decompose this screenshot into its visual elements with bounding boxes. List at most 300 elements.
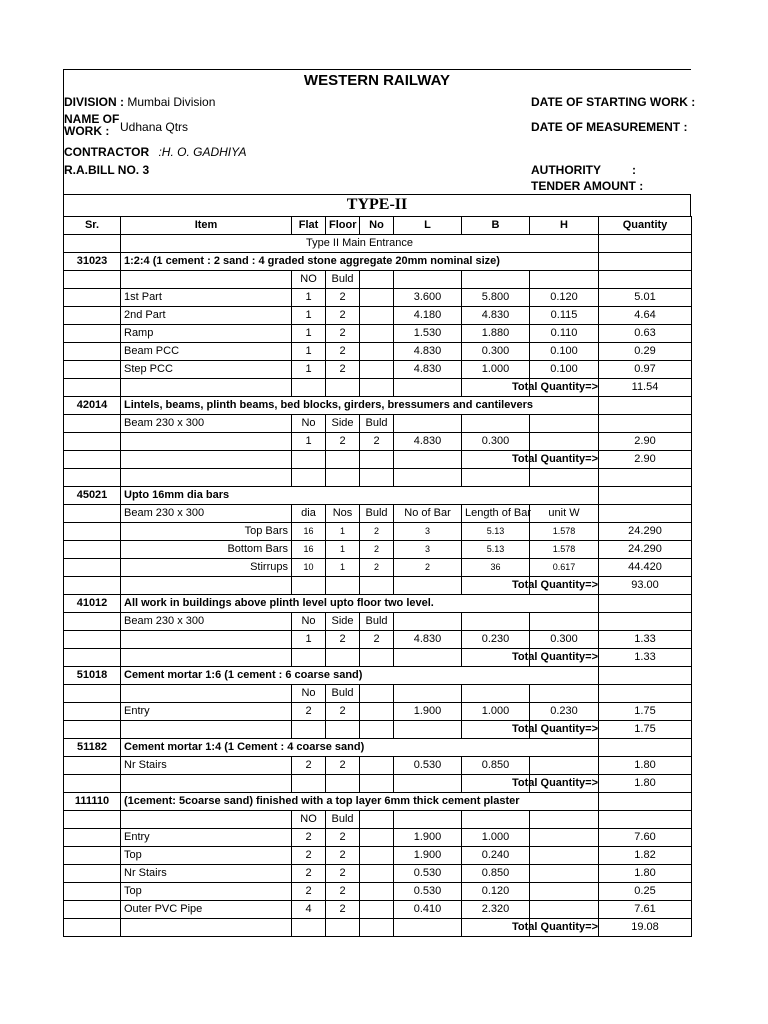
authority-label: AUTHORITY (531, 163, 601, 177)
item-label: Beam 230 x 300 (121, 613, 292, 631)
total-label (512, 451, 599, 469)
row-cell (292, 649, 326, 667)
value-cell (360, 271, 394, 289)
data-row (64, 433, 692, 451)
item-label: Outer PVC Pipe (121, 901, 292, 919)
item-label: Top (121, 883, 292, 901)
value-cell (462, 415, 530, 433)
row-cell (326, 451, 360, 469)
data-row (64, 505, 692, 523)
quantity-cell: 1.75 (599, 703, 692, 721)
value-cell: 2 (292, 865, 326, 883)
value-cell (64, 289, 121, 307)
value-cell (360, 901, 394, 919)
quantity-cell (599, 811, 692, 829)
value-cell (64, 523, 121, 541)
division-row (64, 95, 215, 109)
row-cell (326, 469, 360, 487)
value-cell: 1 (292, 307, 326, 325)
value-cell: 4.180 (394, 307, 462, 325)
value-cell: NO (292, 811, 326, 829)
value-cell: 2 (326, 703, 360, 721)
value-cell: 5.800 (462, 289, 530, 307)
header-top-rule (63, 69, 691, 70)
value-cell: 1 (292, 631, 326, 649)
item-description: Cement mortar 1:6 (1 cement : 6 coarse sand) (121, 667, 599, 685)
value-cell: 2 (360, 541, 394, 559)
total-row (64, 775, 692, 793)
value-cell (64, 865, 121, 883)
data-row (64, 325, 692, 343)
value-cell: No (292, 415, 326, 433)
row-cell (64, 775, 121, 793)
value-cell: Buld (360, 505, 394, 523)
row-cell (121, 775, 292, 793)
total-row (64, 451, 692, 469)
value-cell: 2 (292, 757, 326, 775)
row-cell (292, 451, 326, 469)
total-value: 1.33 (599, 649, 692, 667)
total-label (512, 919, 599, 937)
item-row (64, 253, 692, 271)
value-cell: 2 (394, 559, 462, 577)
total-label-text: Total Quantity=> (512, 381, 598, 393)
row-cell (121, 649, 292, 667)
data-row (64, 703, 692, 721)
quantity-cell: 1.80 (599, 865, 692, 883)
measurement-table (63, 216, 692, 937)
value-cell: 1 (326, 541, 360, 559)
row-cell (360, 451, 394, 469)
value-cell (360, 685, 394, 703)
quantity-cell: 44.420 (599, 559, 692, 577)
value-cell (360, 361, 394, 379)
row-cell (292, 379, 326, 397)
value-cell: Nos (326, 505, 360, 523)
value-cell (64, 433, 121, 451)
value-cell: 16 (292, 541, 326, 559)
row-cell (292, 721, 326, 739)
data-row (64, 631, 692, 649)
value-cell (64, 541, 121, 559)
value-cell: 0.110 (530, 325, 599, 343)
row-cell (360, 649, 394, 667)
value-cell (394, 415, 462, 433)
value-cell: 2 (360, 523, 394, 541)
data-row (64, 343, 692, 361)
value-cell: 0.230 (462, 631, 530, 649)
value-cell: 0.850 (462, 757, 530, 775)
quantity-cell: 7.61 (599, 901, 692, 919)
value-cell (530, 829, 599, 847)
value-cell: 0.300 (530, 631, 599, 649)
value-cell: 2 (360, 631, 394, 649)
data-row (64, 415, 692, 433)
value-cell: 2 (326, 361, 360, 379)
row-cell (394, 469, 462, 487)
row-cell (394, 721, 462, 739)
column-header: Floor (326, 217, 360, 235)
value-cell: 2 (326, 757, 360, 775)
value-cell (64, 361, 121, 379)
value-cell: 2 (326, 901, 360, 919)
total-label-text: Total Quantity=> (512, 651, 598, 663)
value-cell: Buld (326, 271, 360, 289)
value-cell: 3 (394, 523, 462, 541)
value-cell: 2 (326, 307, 360, 325)
row-cell (599, 397, 692, 415)
row-cell (121, 721, 292, 739)
row-cell (64, 451, 121, 469)
value-cell (360, 343, 394, 361)
total-label (512, 775, 599, 793)
total-label (512, 577, 599, 595)
row-cell (292, 919, 326, 937)
quantity-cell: 5.01 (599, 289, 692, 307)
value-cell: 0.115 (530, 307, 599, 325)
quantity-cell: 1.80 (599, 757, 692, 775)
quantity-cell: 7.60 (599, 829, 692, 847)
name-of-work-label-line1: NAME OF (64, 112, 120, 126)
value-cell (64, 703, 121, 721)
value-cell (64, 901, 121, 919)
value-cell: 1 (292, 433, 326, 451)
value-cell: 0.850 (462, 865, 530, 883)
value-cell (530, 847, 599, 865)
row-cell (394, 451, 462, 469)
value-cell: 1 (326, 523, 360, 541)
value-cell: No (292, 613, 326, 631)
row-cell (121, 469, 292, 487)
value-cell: 2 (326, 343, 360, 361)
total-value: 93.00 (599, 577, 692, 595)
value-cell (360, 289, 394, 307)
row-cell (360, 919, 394, 937)
value-cell: Side (326, 415, 360, 433)
value-cell: 0.240 (462, 847, 530, 865)
value-cell (360, 703, 394, 721)
item-label: Beam 230 x 300 (121, 415, 292, 433)
item-label: Top (121, 847, 292, 865)
row-cell (394, 775, 462, 793)
value-cell: 2 (292, 829, 326, 847)
data-row (64, 271, 692, 289)
row-cell (121, 379, 292, 397)
total-row (64, 577, 692, 595)
quantity-cell: 4.64 (599, 307, 692, 325)
row-cell (360, 379, 394, 397)
row-cell (394, 379, 462, 397)
row-cell (292, 469, 326, 487)
total-label-text: Total Quantity=> (512, 723, 598, 735)
value-cell: 2 (326, 289, 360, 307)
value-cell: 2 (326, 883, 360, 901)
value-cell: 0.530 (394, 757, 462, 775)
quantity-cell (599, 415, 692, 433)
bill-number: R.A.BILL NO. 3 (64, 163, 150, 177)
item-code: 42014 (64, 397, 121, 415)
value-cell: 2.320 (462, 901, 530, 919)
data-row (64, 811, 692, 829)
data-row (64, 757, 692, 775)
value-cell: 1 (292, 325, 326, 343)
data-row (64, 829, 692, 847)
value-cell: 2 (326, 847, 360, 865)
data-row (64, 883, 692, 901)
item-label: Nr Stairs (121, 865, 292, 883)
item-row (64, 397, 692, 415)
column-header: B (462, 217, 530, 235)
value-cell: 1.578 (530, 523, 599, 541)
row-cell (64, 577, 121, 595)
value-cell: No of Bar (394, 505, 462, 523)
item-label: Top Bars (121, 523, 292, 541)
bar-row (64, 541, 692, 559)
value-cell: 4.830 (394, 343, 462, 361)
data-row (64, 847, 692, 865)
item-label: Step PCC (121, 361, 292, 379)
value-cell (64, 325, 121, 343)
total-value: 11.54 (599, 379, 692, 397)
item-description: Lintels, beams, plinth beams, bed blocks, girders, bressumers and cantilevers (121, 397, 599, 415)
row-cell (326, 775, 360, 793)
total-value: 2.90 (599, 451, 692, 469)
value-cell: 1.900 (394, 829, 462, 847)
value-cell (360, 307, 394, 325)
total-label-text: Total Quantity=> (512, 453, 598, 465)
name-of-work-label (64, 113, 119, 137)
date-measurement-label: DATE OF MEASUREMENT : (531, 120, 688, 134)
quantity-cell: 0.25 (599, 883, 692, 901)
contractor-label: CONTRACTOR (64, 145, 150, 159)
quantity-cell: 1.33 (599, 631, 692, 649)
type-title: TYPE-II (346, 196, 408, 213)
total-row (64, 721, 692, 739)
value-cell: 5.13 (462, 523, 530, 541)
value-cell: 0.530 (394, 883, 462, 901)
value-cell: Buld (360, 415, 394, 433)
row-cell (326, 577, 360, 595)
section-row (64, 235, 692, 253)
contractor-value: :H. O. GADHIYA (158, 145, 247, 159)
value-cell (360, 865, 394, 883)
total-label (512, 721, 599, 739)
row-cell (64, 379, 121, 397)
value-cell (64, 883, 121, 901)
column-header: Item (121, 217, 292, 235)
row-cell (394, 919, 462, 937)
total-label (512, 379, 599, 397)
value-cell (462, 613, 530, 631)
value-cell: 2 (326, 631, 360, 649)
value-cell: 2 (360, 559, 394, 577)
item-label: 1st Part (121, 289, 292, 307)
data-row (64, 307, 692, 325)
value-cell: 2 (326, 433, 360, 451)
row-cell (326, 649, 360, 667)
value-cell: 1.900 (394, 703, 462, 721)
value-cell: 0.617 (530, 559, 599, 577)
item-label (121, 631, 292, 649)
total-row (64, 379, 692, 397)
value-cell: 4.830 (394, 433, 462, 451)
item-row (64, 595, 692, 613)
value-cell (394, 613, 462, 631)
value-cell (64, 811, 121, 829)
item-description: Cement mortar 1:4 (1 Cement : 4 coarse sand) (121, 739, 599, 757)
value-cell (394, 271, 462, 289)
total-label (512, 649, 599, 667)
value-cell (64, 847, 121, 865)
row-cell (64, 919, 121, 937)
row-cell (599, 667, 692, 685)
item-code: 31023 (64, 253, 121, 271)
value-cell (360, 883, 394, 901)
value-cell: 3.600 (394, 289, 462, 307)
value-cell: 1 (292, 361, 326, 379)
value-cell (64, 415, 121, 433)
total-value: 19.08 (599, 919, 692, 937)
value-cell: 2 (326, 325, 360, 343)
value-cell: 1.000 (462, 361, 530, 379)
value-cell (530, 433, 599, 451)
value-cell (64, 613, 121, 631)
item-label (121, 433, 292, 451)
value-cell: Buld (360, 613, 394, 631)
value-cell (530, 415, 599, 433)
value-cell: 1.000 (462, 703, 530, 721)
data-row (64, 613, 692, 631)
value-cell (394, 685, 462, 703)
value-cell (462, 811, 530, 829)
section-title: Type II Main Entrance (121, 235, 599, 253)
quantity-cell: 24.290 (599, 541, 692, 559)
value-cell: 4.830 (394, 361, 462, 379)
column-header-row (64, 217, 692, 235)
authority-colon: : (632, 163, 636, 177)
date-starting-work-label: DATE OF STARTING WORK : (531, 95, 696, 109)
value-cell: 1.530 (394, 325, 462, 343)
row-cell (599, 469, 692, 487)
item-description: All work in buildings above plinth level upto floor two level. (121, 595, 599, 613)
item-code: 111110 (64, 793, 121, 811)
quantity-cell (599, 505, 692, 523)
value-cell (64, 505, 121, 523)
row-cell (599, 793, 692, 811)
value-cell: 1.000 (462, 829, 530, 847)
value-cell (64, 343, 121, 361)
name-of-work-value: Udhana Qtrs (120, 120, 189, 134)
value-cell (360, 757, 394, 775)
value-cell: Buld (326, 685, 360, 703)
column-header: No (360, 217, 394, 235)
org-title: WESTERN RAILWAY (303, 72, 451, 89)
value-cell: 0.100 (530, 343, 599, 361)
value-cell: Length of Bar (462, 505, 530, 523)
row-cell (360, 469, 394, 487)
quantity-cell (599, 271, 692, 289)
total-label-text: Total Quantity=> (512, 579, 598, 591)
value-cell (530, 883, 599, 901)
data-row (64, 865, 692, 883)
blank-row (64, 469, 692, 487)
row-cell (326, 721, 360, 739)
item-label: Beam PCC (121, 343, 292, 361)
value-cell: 3 (394, 541, 462, 559)
row-cell (326, 379, 360, 397)
item-label: Stirrups (121, 559, 292, 577)
value-cell: 1 (292, 343, 326, 361)
item-label (121, 811, 292, 829)
value-cell: No (292, 685, 326, 703)
value-cell: 2 (360, 433, 394, 451)
value-cell: 0.300 (462, 343, 530, 361)
value-cell: 1.880 (462, 325, 530, 343)
value-cell: 4.830 (462, 307, 530, 325)
value-cell: 2 (292, 883, 326, 901)
item-row (64, 667, 692, 685)
tender-amount-label: TENDER AMOUNT : (531, 179, 644, 193)
quantity-cell: 0.63 (599, 325, 692, 343)
value-cell (360, 325, 394, 343)
quantity-cell: 0.97 (599, 361, 692, 379)
quantity-cell: 0.29 (599, 343, 692, 361)
value-cell (360, 847, 394, 865)
total-label-text: Total Quantity=> (512, 921, 598, 933)
value-cell: 2 (292, 847, 326, 865)
item-code: 51182 (64, 739, 121, 757)
value-cell: 0.530 (394, 865, 462, 883)
value-cell: 0.230 (530, 703, 599, 721)
value-cell: Buld (326, 811, 360, 829)
value-cell: 0.410 (394, 901, 462, 919)
row-cell (530, 469, 599, 487)
item-label (121, 271, 292, 289)
row-cell (64, 649, 121, 667)
value-cell: 10 (292, 559, 326, 577)
value-cell: 2 (326, 865, 360, 883)
item-row (64, 487, 692, 505)
item-label: 2nd Part (121, 307, 292, 325)
value-cell (64, 685, 121, 703)
value-cell (530, 271, 599, 289)
item-label: Nr Stairs (121, 757, 292, 775)
data-row (64, 361, 692, 379)
quantity-cell: 1.82 (599, 847, 692, 865)
value-cell (360, 829, 394, 847)
value-cell (530, 901, 599, 919)
item-label: Entry (121, 829, 292, 847)
value-cell: 36 (462, 559, 530, 577)
value-cell: 1.578 (530, 541, 599, 559)
value-cell (530, 685, 599, 703)
row-cell (121, 919, 292, 937)
item-code: 41012 (64, 595, 121, 613)
value-cell: unit W (530, 505, 599, 523)
row-cell (360, 577, 394, 595)
division-value: Mumbai Division (127, 95, 216, 109)
total-label-text: Total Quantity=> (512, 777, 598, 789)
column-header: Sr. (64, 217, 121, 235)
value-cell (462, 685, 530, 703)
value-cell: 2 (326, 829, 360, 847)
item-code: 51018 (64, 667, 121, 685)
data-row (64, 901, 692, 919)
value-cell (64, 307, 121, 325)
item-label (121, 685, 292, 703)
row-cell (599, 595, 692, 613)
column-header: Quantity (599, 217, 692, 235)
